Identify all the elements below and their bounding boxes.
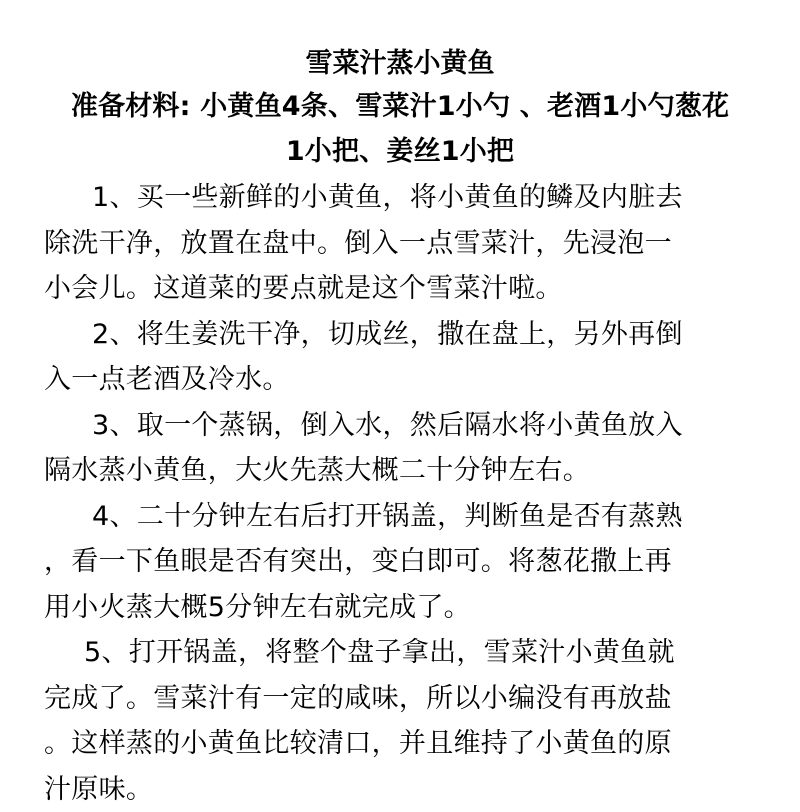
recipe-title: 雪菜汁蒸小黄鱼 <box>44 44 756 84</box>
step-3-line-1: 3、取一个蒸锅，倒入水，然后隔水将小黄鱼放入 <box>44 403 756 449</box>
step-3-line-2: 隔水蒸小黄鱼，大火先蒸大概二十分钟左右。 <box>44 448 756 494</box>
ingredients-line-2: 1小把、姜丝1小把 <box>44 129 756 174</box>
step-5-line-1: 5、打开锅盖，将整个盘子拿出，雪菜汁小黄鱼就 <box>44 630 756 676</box>
step-2-line-2: 入一点老酒及冷水。 <box>44 357 756 403</box>
step-1-line-3: 小会儿。这道菜的要点就是这个雪菜汁啦。 <box>44 266 756 312</box>
step-4-line-1: 4、二十分钟左右后打开锅盖，判断鱼是否有蒸熟 <box>44 494 756 540</box>
step-5-line-4: 汁原味。 <box>44 767 756 812</box>
step-5 <box>44 630 756 812</box>
step-3 <box>44 403 756 494</box>
step-4 <box>44 494 756 631</box>
step-5-line-2: 完成了。雪菜汁有一定的咸味，所以小编没有再放盐 <box>44 676 756 722</box>
steps-list <box>44 175 756 812</box>
step-2 <box>44 312 756 403</box>
step-1-line-1: 1、买一些新鲜的小黄鱼，将小黄鱼的鳞及内脏去 <box>44 175 756 221</box>
step-4-line-2: ，看一下鱼眼是否有突出，变白即可。将葱花撒上再 <box>44 539 756 585</box>
step-5-line-3: 。这样蒸的小黄鱼比较清口，并且维持了小黄鱼的原 <box>44 721 756 767</box>
step-2-line-1: 2、将生姜洗干净，切成丝，撒在盘上，另外再倒 <box>44 312 756 358</box>
step-1 <box>44 175 756 312</box>
step-4-line-3: 用小火蒸大概5分钟左右就完成了。 <box>44 585 756 631</box>
ingredients-block <box>44 84 756 174</box>
step-1-line-2: 除洗干净，放置在盘中。倒入一点雪菜汁，先浸泡一 <box>44 221 756 267</box>
ingredients-line-1: 准备材料: 小黄鱼4条、雪菜汁1小勺 、老酒1小勺葱花 <box>44 84 756 129</box>
